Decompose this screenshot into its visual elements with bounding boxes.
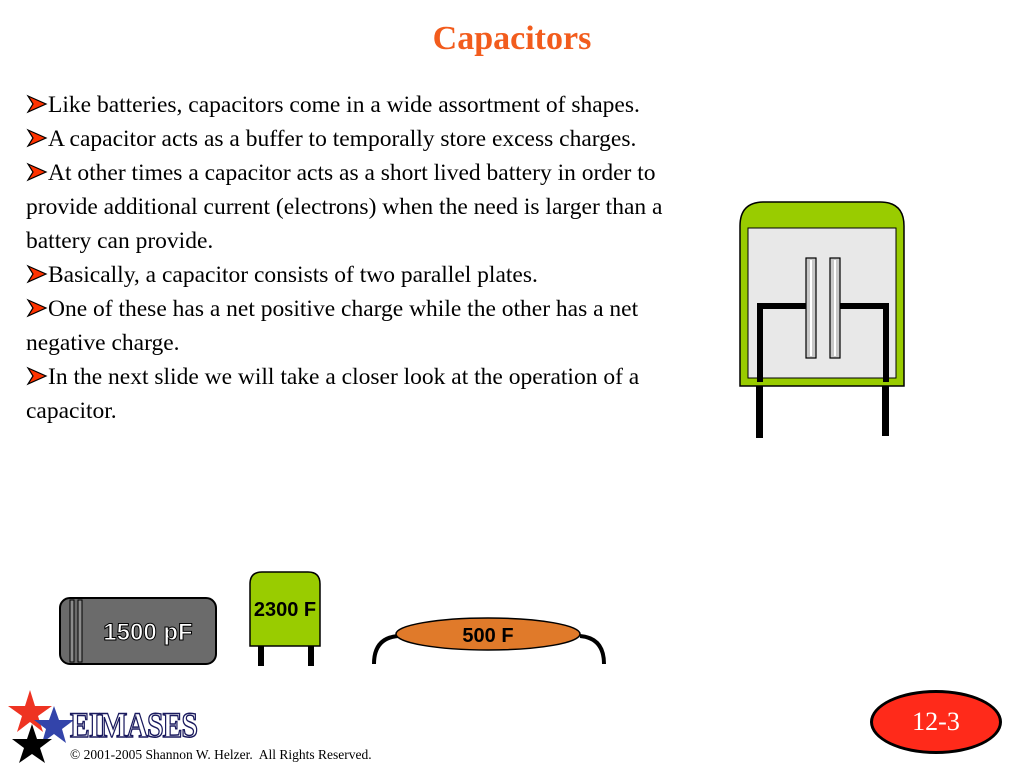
- arrow-bullet-icon: [26, 264, 48, 284]
- logo-text: EIMASES: [70, 705, 198, 745]
- bullet-text: Basically, a capacitor consists of two parallel plates.: [48, 262, 538, 288]
- arrow-bullet-icon: [26, 298, 48, 318]
- arrow-bullet-icon: [26, 162, 48, 182]
- arrow-bullet-icon: [26, 128, 48, 148]
- bullet-item: [26, 292, 666, 360]
- arrow-bullet-icon: [26, 366, 48, 386]
- bullet-text: A capacitor acts as a buffer to temporally store excess charges.: [48, 126, 637, 152]
- bullet-item: [26, 360, 666, 428]
- cylinder-capacitor: [60, 598, 216, 664]
- box-capacitor: [250, 572, 320, 666]
- bullet-list: [26, 88, 666, 428]
- bullet-text: In the next slide we will take a closer look at the operation of a capacitor.: [26, 364, 640, 424]
- bullet-item: [26, 88, 666, 122]
- page-number-badge: 12-3: [870, 690, 1002, 754]
- bullet-text: At other times a capacitor acts as a short lived battery in order to provide additional current (electrons) when the need is larger than a battery can provide.: [26, 160, 663, 254]
- cylinder-capacitor-label: 1500 pF: [103, 619, 193, 646]
- disc-capacitor: [374, 618, 604, 664]
- bullet-item: [26, 122, 666, 156]
- capacitor-examples: [56, 566, 616, 676]
- copyright-text: © 2001-2005 Shannon W. Helzer. All Rights Reserved.: [70, 747, 372, 762]
- slide-title: Capacitors: [432, 20, 592, 57]
- capacitor-lead-left: [756, 378, 763, 438]
- bullet-item: [26, 156, 666, 258]
- disc-capacitor-label: 500 F: [462, 625, 514, 647]
- bullet-text: One of these has a net positive charge while the other has a net negative charge.: [26, 296, 639, 356]
- bullet-text: Like batteries, capacitors come in a wide assortment of shapes.: [48, 92, 640, 118]
- box-capacitor-label: 2300 F: [253, 599, 317, 621]
- capacitor-diagram: [736, 198, 908, 448]
- bullet-item: [26, 258, 666, 292]
- arrow-bullet-icon: [26, 94, 48, 114]
